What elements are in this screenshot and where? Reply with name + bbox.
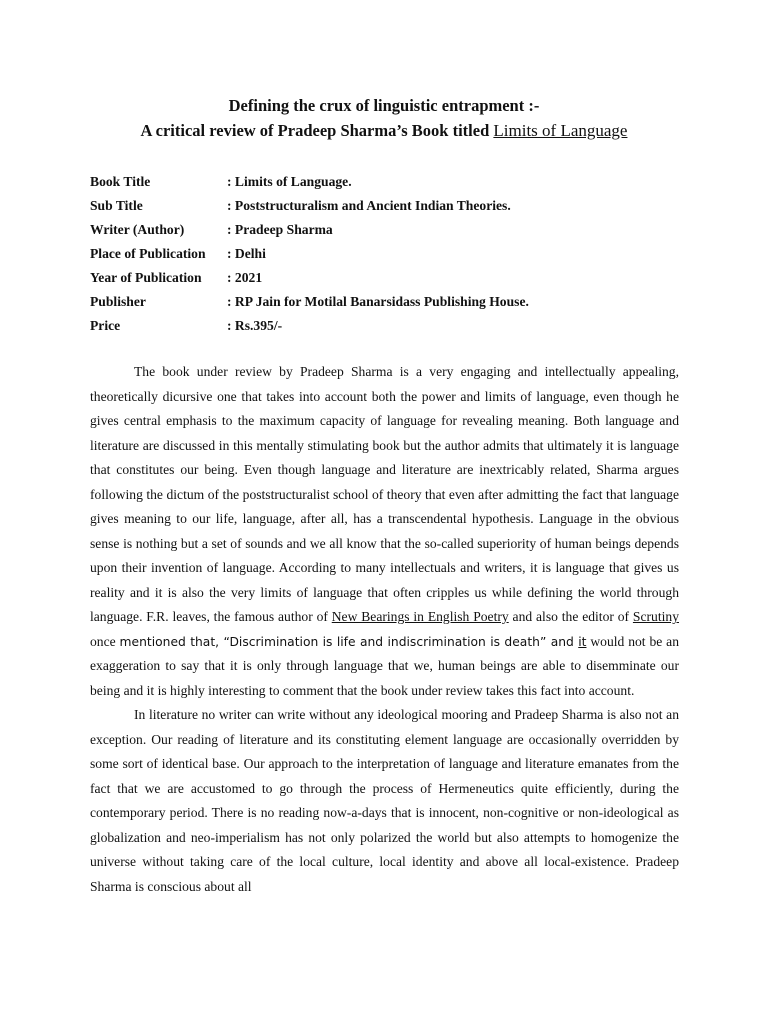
- detail-row: [90, 242, 690, 266]
- book-details: [90, 170, 690, 338]
- title-block: [0, 93, 768, 143]
- cited-book-new-bearings: New Bearings in English Poetry: [331, 609, 509, 624]
- paragraph-1-text-d: would not be an exaggeration to say that it is only through language that we, human beings are able to disemminate our being and it is highly interesting to comment that the book under review takes this fact into account.: [90, 633, 679, 698]
- detail-label: Book Title: [90, 174, 151, 189]
- review-body: [90, 360, 679, 899]
- detail-value: : Poststructuralism and Ancient Indian Theories.: [227, 198, 511, 213]
- paragraph-1-text-a: The book under review by Pradeep Sharma is a very engaging and intellectually appealing, theoretically dicursive one that takes into account both the power and limits of language, even though he gives central emphasis to the maximum capacity of language for revealing meaning. Both language and literature are discussed in this mentally stimulating book but the author admits that ultimately it is language that constitutes our being. Even though language and literature are inextricably related, Sharma argues following the dictum of the poststructuralist school of theory that even after admitting the fact that language gives meaning to our life, language, after all, has a transcendental hypothesis. Language in the obvious sense is nothing but a set of sounds and we all know that the so-called superiority of human beings depends upon their invention of language. According to many intellectuals and writers, it is language that gives us reality and it is also the very limits of language that often cripples us while defining the world through language. F.R. leaves, the famous author of: [90, 364, 679, 624]
- title-line-1: Defining the crux of linguistic entrapment :-: [228, 96, 540, 115]
- paragraph-1-text-b: and also the editor of: [508, 609, 633, 624]
- underlined-it: it: [578, 634, 587, 649]
- detail-label: Writer (Author): [90, 222, 185, 237]
- detail-row: [90, 266, 690, 290]
- title-prefix: A critical review of Pradeep Sharma’s Book titled: [140, 121, 494, 140]
- detail-row: [90, 218, 690, 242]
- detail-value: : Rs.395/-: [227, 318, 283, 333]
- cited-journal-scrutiny: Scrutiny: [632, 609, 679, 624]
- detail-row: [90, 290, 690, 314]
- detail-label: Place of Publication: [90, 246, 206, 261]
- detail-value: : Pradeep Sharma: [227, 222, 333, 237]
- book-title-underlined: Limits of Language: [493, 121, 628, 140]
- detail-label: Price: [90, 318, 121, 333]
- detail-value: : 2021: [227, 270, 263, 285]
- detail-row: [90, 314, 690, 338]
- quoted-text: mentioned that, “Discrimination is life and indiscrimination is death” and: [119, 634, 579, 649]
- detail-label: Publisher: [90, 294, 146, 309]
- detail-row: [90, 170, 690, 194]
- detail-label: Sub Title: [90, 198, 143, 213]
- paragraph-1: [90, 360, 679, 703]
- title-line-2: [0, 118, 768, 143]
- paragraph-1-text-c: once: [90, 633, 120, 649]
- detail-value: : RP Jain for Motilal Banarsidass Publishing House.: [227, 294, 529, 309]
- detail-value: : Delhi: [227, 246, 266, 261]
- paragraph-2: [90, 703, 679, 899]
- paragraph-2-text: In literature no writer can write without any ideological mooring and Pradeep Sharma is also not an exception. Our reading of literature and its constituting element language are occasionally overridden by some sort of identical base. Our approach to the interpretation of language and literature emanates from the fact that we are accustomed to go through the process of Hermeneutics quite efficiently, during the contemporary period. There is no reading now-a-days that is innocent, non-cognitive or non-ideological as globalization and neo-imperialism has not only polarized the world but also attempts to homogenize the universe without taking care of the local culture, local identity and above all local-existence. Pradeep Sharma is conscious about all: [90, 707, 679, 894]
- detail-value: : Limits of Language.: [227, 174, 352, 189]
- detail-label: Year of Publication: [90, 270, 202, 285]
- detail-row: [90, 194, 690, 218]
